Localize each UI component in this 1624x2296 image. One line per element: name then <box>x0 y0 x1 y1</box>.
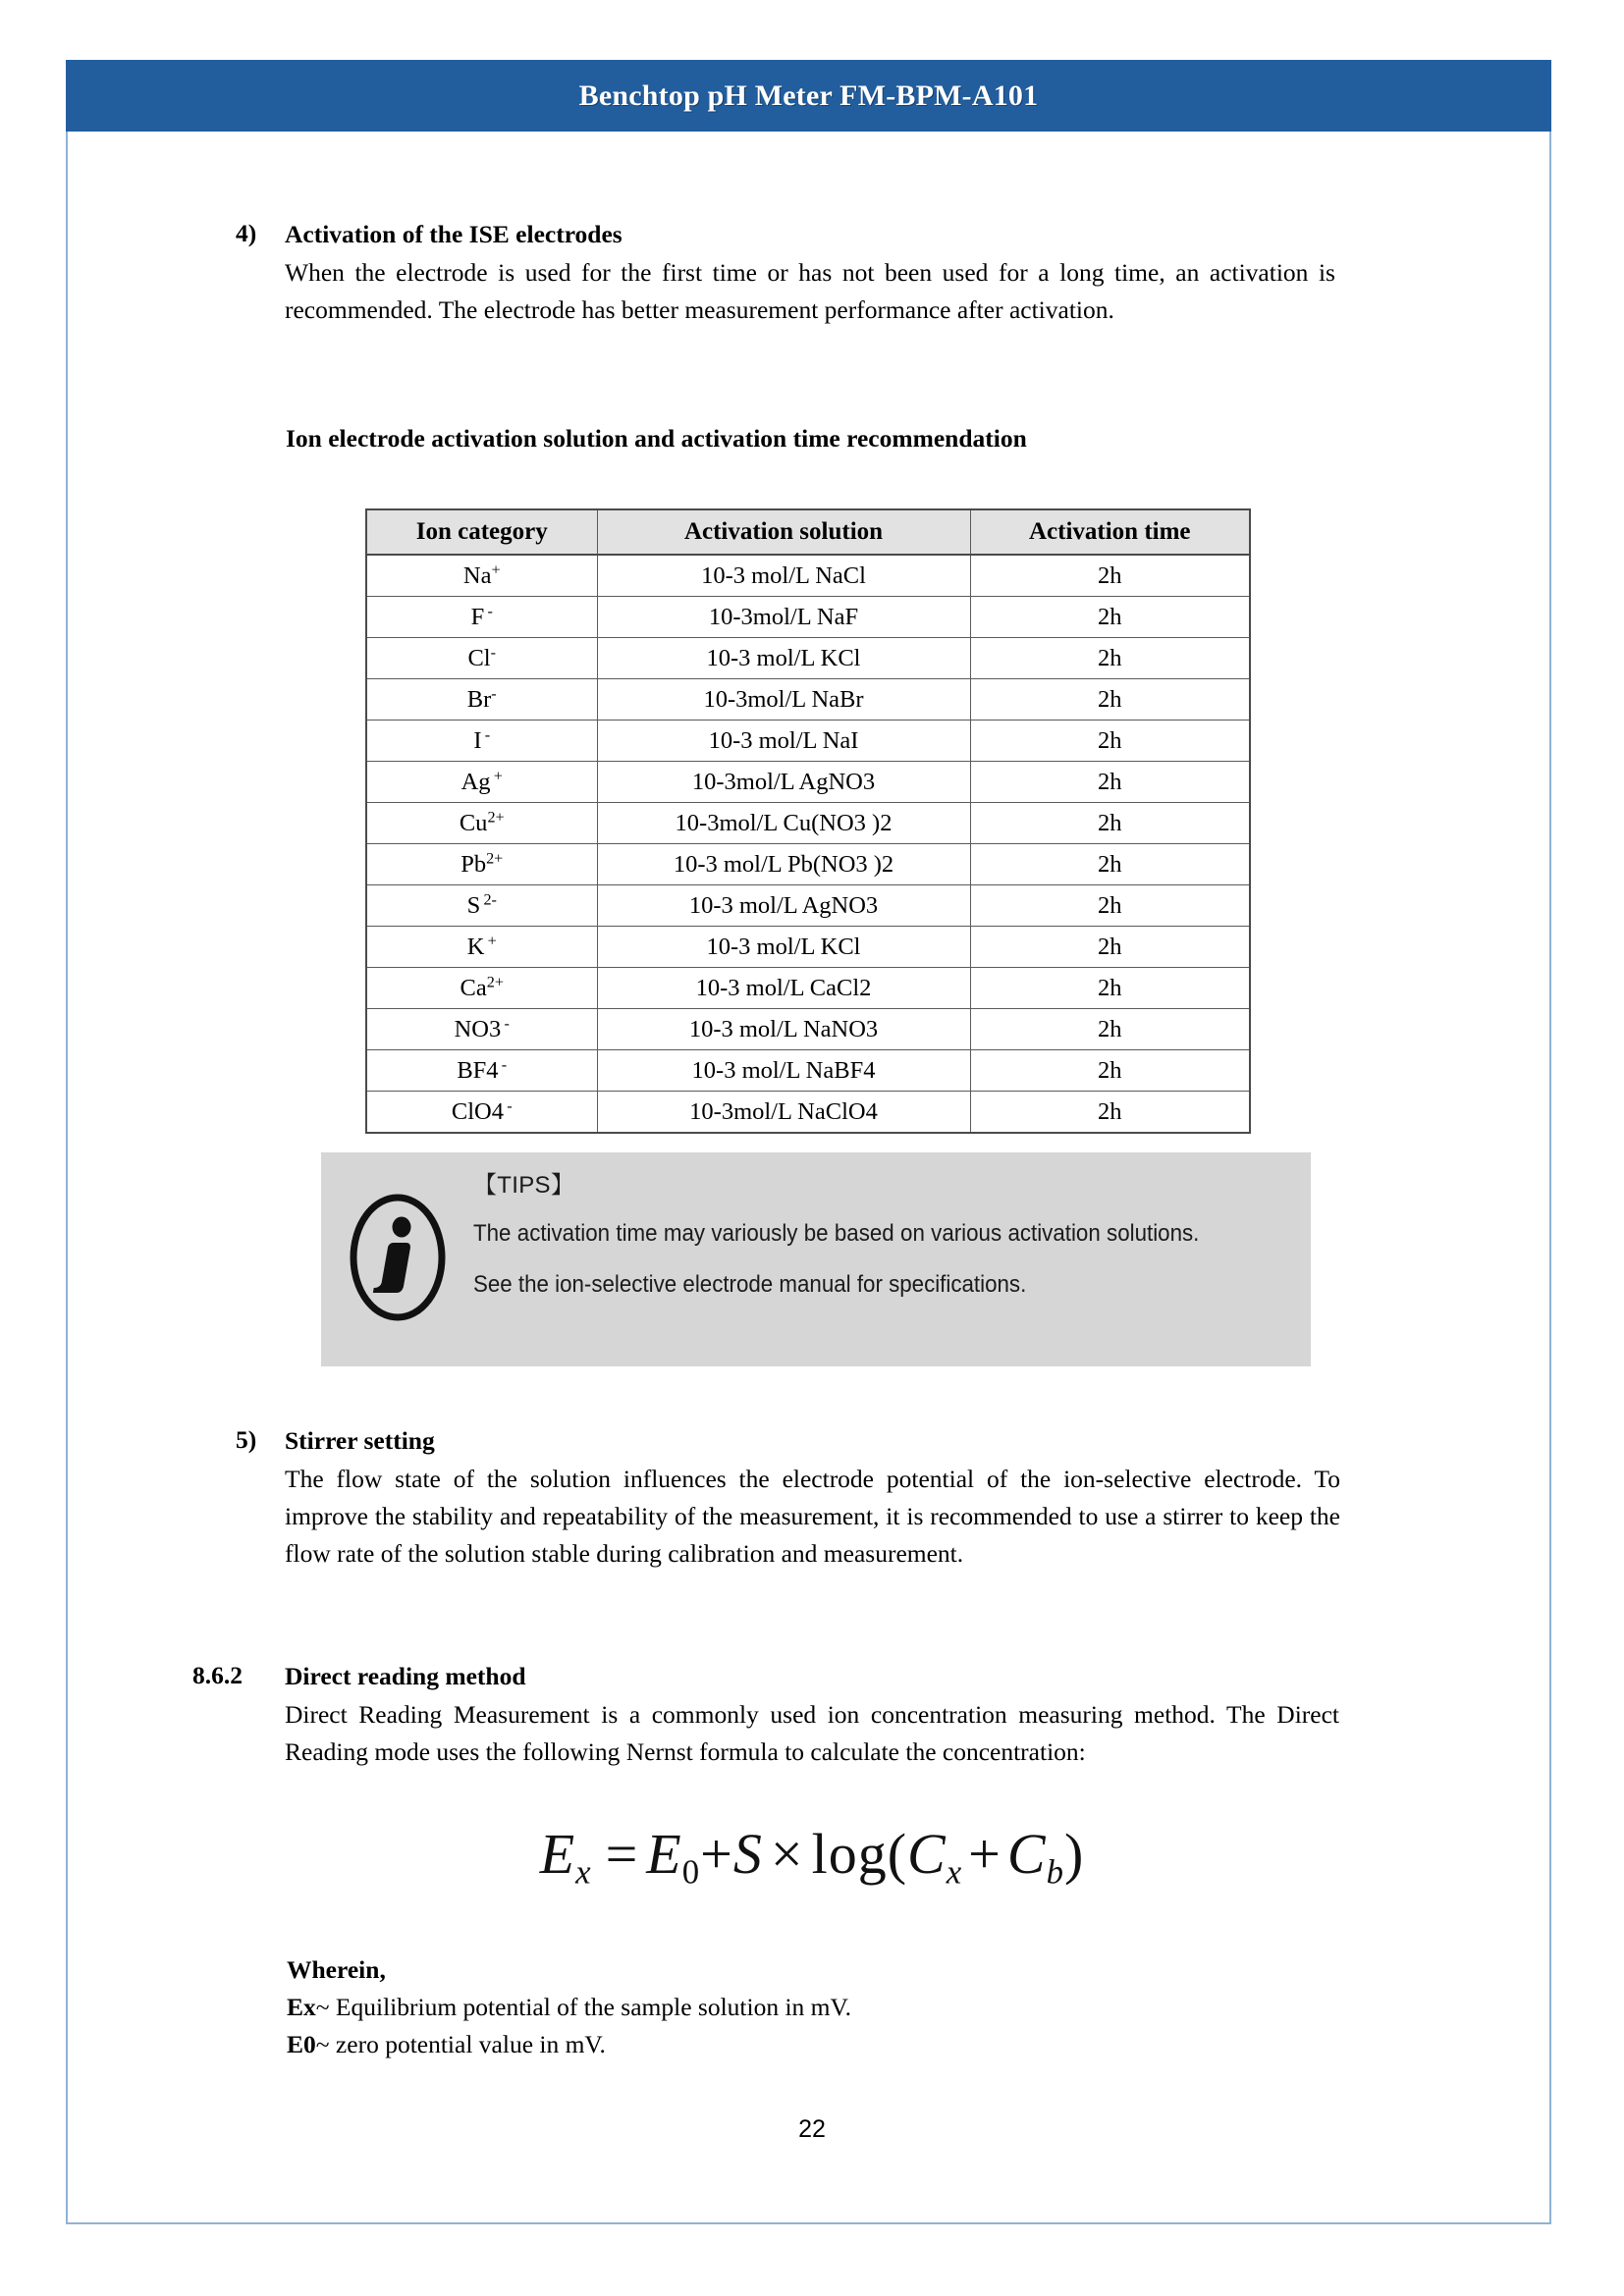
cell-ion-category: Cl- <box>366 638 597 679</box>
wherein-desc-e0: ~ zero potential value in mV. <box>315 2030 606 2058</box>
tips-text: The activation time may variously be based on various activation solutions. See the ion-selective electrode manual for specifications. <box>473 1220 1200 1299</box>
page-border-frame <box>66 60 1551 2224</box>
cell-activation-time: 2h <box>970 844 1250 885</box>
cell-activation-solution: 10-3mol/L AgNO3 <box>597 762 970 803</box>
cell-ion-category: Br- <box>366 679 597 721</box>
section-8-6-2-body: Direct Reading Measurement is a commonly used ion concentration measuring method. The Direct Reading mode uses the following Nernst formula to calculate the concentration: <box>285 1700 1339 1766</box>
ion-activation-table <box>365 508 1251 1134</box>
list-item-5 <box>236 1424 1340 1573</box>
page-number: 22 <box>798 2115 826 2143</box>
cell-activation-solution: 10-3 mol/L KCl <box>597 927 970 968</box>
cell-activation-time: 2h <box>970 721 1250 762</box>
ion-activation-table-wrapper <box>365 508 1251 1134</box>
cell-ion-category: K + <box>366 927 597 968</box>
section-8-6-2-title: Direct reading method <box>285 1662 526 1690</box>
ion-charge-superscript: 2- <box>480 891 497 909</box>
cell-activation-time: 2h <box>970 638 1250 679</box>
ion-charge-superscript: 2+ <box>487 809 505 827</box>
wherein-desc-ex: ~ Equilibrium potential of the sample solution in mV. <box>315 1993 852 2021</box>
ion-charge-superscript: + <box>484 933 497 950</box>
table-heading-text: Ion electrode activation solution and activation time recommendation <box>286 424 1027 453</box>
cell-activation-time: 2h <box>970 927 1250 968</box>
formula-Cb: $C_b$ <box>1006 1822 1064 1892</box>
cell-ion-category: BF4 - <box>366 1050 597 1092</box>
table-row <box>366 1050 1250 1092</box>
column-header-activation-solution: Activation solution <box>597 509 970 555</box>
table-row <box>366 555 1250 597</box>
column-header-ion-category: Ion category <box>366 509 597 555</box>
ion-charge-superscript: - <box>498 1056 508 1074</box>
formula-E0: E0 <box>646 1822 701 1892</box>
ion-charge-superscript: 2+ <box>486 850 504 868</box>
list-item-4-number: 4) <box>236 219 257 247</box>
column-header-activation-time: Activation time <box>970 509 1250 555</box>
ion-charge-superscript: - <box>481 726 491 744</box>
cell-ion-category: S $^{2-}$ <box>366 885 597 927</box>
info-icon <box>346 1192 450 1323</box>
ion-charge-superscript: - <box>503 1097 513 1115</box>
wherein-term-e0: E0 <box>287 2030 316 2058</box>
wherein-block <box>287 1951 1347 2063</box>
list-item-4-title: Activation of the ISE electrodes <box>285 220 623 248</box>
cell-activation-time: 2h <box>970 597 1250 638</box>
section-8-6-2 <box>192 1660 1339 1771</box>
cell-ion-category: $Cu^{2+}$ <box>366 803 597 844</box>
list-item-4-body: When the electrode is used for the first time or has not been used for a long time, an activation is recommended. The electrode has better measurement performance after activation. <box>285 258 1335 324</box>
cell-activation-time: 2h <box>970 885 1250 927</box>
formula-log: log <box>811 1822 888 1886</box>
table-row <box>366 1092 1250 1134</box>
cell-activation-solution: 10-3 mol/L NaBF4 <box>597 1050 970 1092</box>
table-row <box>366 679 1250 721</box>
formula-Ex: $E_x$ <box>539 1822 592 1892</box>
tips-icon-container <box>321 1170 473 1323</box>
table-row <box>366 638 1250 679</box>
cell-ion-category: $Pb^{2+}$ <box>366 844 597 885</box>
cell-ion-category: $Ca^{2+}$ <box>366 968 597 1009</box>
table-row <box>366 597 1250 638</box>
page-title: Benchtop pH Meter FM-BPM-A101 <box>578 79 1039 112</box>
cell-activation-solution: 10-3mol/L Cu(NO3 )2 <box>597 803 970 844</box>
cell-activation-time: 2h <box>970 968 1250 1009</box>
wherein-heading: Wherein, <box>287 1955 386 1984</box>
cell-ion-category: F - <box>366 597 597 638</box>
cell-activation-solution: 10-3mol/L NaBr <box>597 679 970 721</box>
formula-S: S <box>732 1822 763 1886</box>
tips-text-column <box>473 1170 1311 1310</box>
cell-activation-solution: 10-3 mol/L CaCl2 <box>597 968 970 1009</box>
cell-activation-time: 2h <box>970 762 1250 803</box>
table-row <box>366 721 1250 762</box>
cell-activation-solution: 10-3 mol/L NaI <box>597 721 970 762</box>
cell-ion-category: Ag + <box>366 762 597 803</box>
cell-ion-category: Na+ <box>366 555 597 597</box>
list-item-5-title: Stirrer setting <box>285 1426 435 1455</box>
table-row <box>366 803 1250 844</box>
page-header-band <box>66 60 1551 132</box>
table-row <box>366 968 1250 1009</box>
ion-charge-superscript: 2+ <box>486 974 504 991</box>
table-row <box>366 1009 1250 1050</box>
cell-activation-time: 2h <box>970 1092 1250 1134</box>
wherein-line-ex <box>287 1989 1347 2026</box>
cell-activation-time: 2h <box>970 679 1250 721</box>
cell-activation-time: 2h <box>970 555 1250 597</box>
list-item-5-number: 5) <box>236 1425 257 1454</box>
tips-callout-box <box>321 1152 1311 1366</box>
cell-activation-solution: 10-3 mol/L KCl <box>597 638 970 679</box>
formula-expression: $E_x = E0+S \times \log(C_x + C_b)$ <box>539 1822 1085 1892</box>
cell-activation-time: 2h <box>970 1009 1250 1050</box>
cell-activation-solution: 10-3 mol/L NaNO3 <box>597 1009 970 1050</box>
cell-activation-solution: 10-3mol/L NaF <box>597 597 970 638</box>
cell-activation-solution: 10-3 mol/L NaCl <box>597 555 970 597</box>
cell-activation-time: 2h <box>970 1050 1250 1092</box>
cell-activation-solution: 10-3 mol/L AgNO3 <box>597 885 970 927</box>
cell-activation-solution: 10-3 mol/L Pb(NO3 )2 <box>597 844 970 885</box>
table-row <box>366 762 1250 803</box>
ion-charge-superscript: + <box>490 768 503 785</box>
table-row <box>366 927 1250 968</box>
ion-charge-superscript: - <box>501 1015 510 1033</box>
cell-ion-category: I - <box>366 721 597 762</box>
cell-activation-solution: 10-3mol/L NaClO4 <box>597 1092 970 1134</box>
ion-charge-superscript: - <box>490 644 497 662</box>
ion-charge-superscript: + <box>491 561 501 579</box>
table-header-row <box>366 509 1250 555</box>
list-item-5-body: The flow state of the solution influences the electrode potential of the ion-selective electrode. To improve the stability and repeatability of the measurement, it is recommended to use a stirrer to keep the flow rate of the solution stable during calibration and measurement. <box>285 1465 1340 1568</box>
ion-charge-superscript: - <box>484 603 493 620</box>
cell-ion-category: ClO4 - <box>366 1092 597 1134</box>
section-8-6-2-number: 8.6.2 <box>192 1661 243 1689</box>
list-item-4 <box>236 218 1335 329</box>
table-heading <box>286 422 1366 454</box>
ion-charge-superscript: - <box>491 685 497 703</box>
tips-label: 【TIPS】 <box>473 1172 575 1199</box>
table-row <box>366 844 1250 885</box>
cell-activation-time: 2h <box>970 803 1250 844</box>
formula-Cx: $C_x$ <box>907 1822 963 1892</box>
cell-ion-category: NO3 - <box>366 1009 597 1050</box>
wherein-term-ex: Ex <box>287 1993 316 2021</box>
table-row <box>366 885 1250 927</box>
wherein-line-e0 <box>287 2026 1347 2063</box>
nernst-formula <box>0 1821 1624 1892</box>
